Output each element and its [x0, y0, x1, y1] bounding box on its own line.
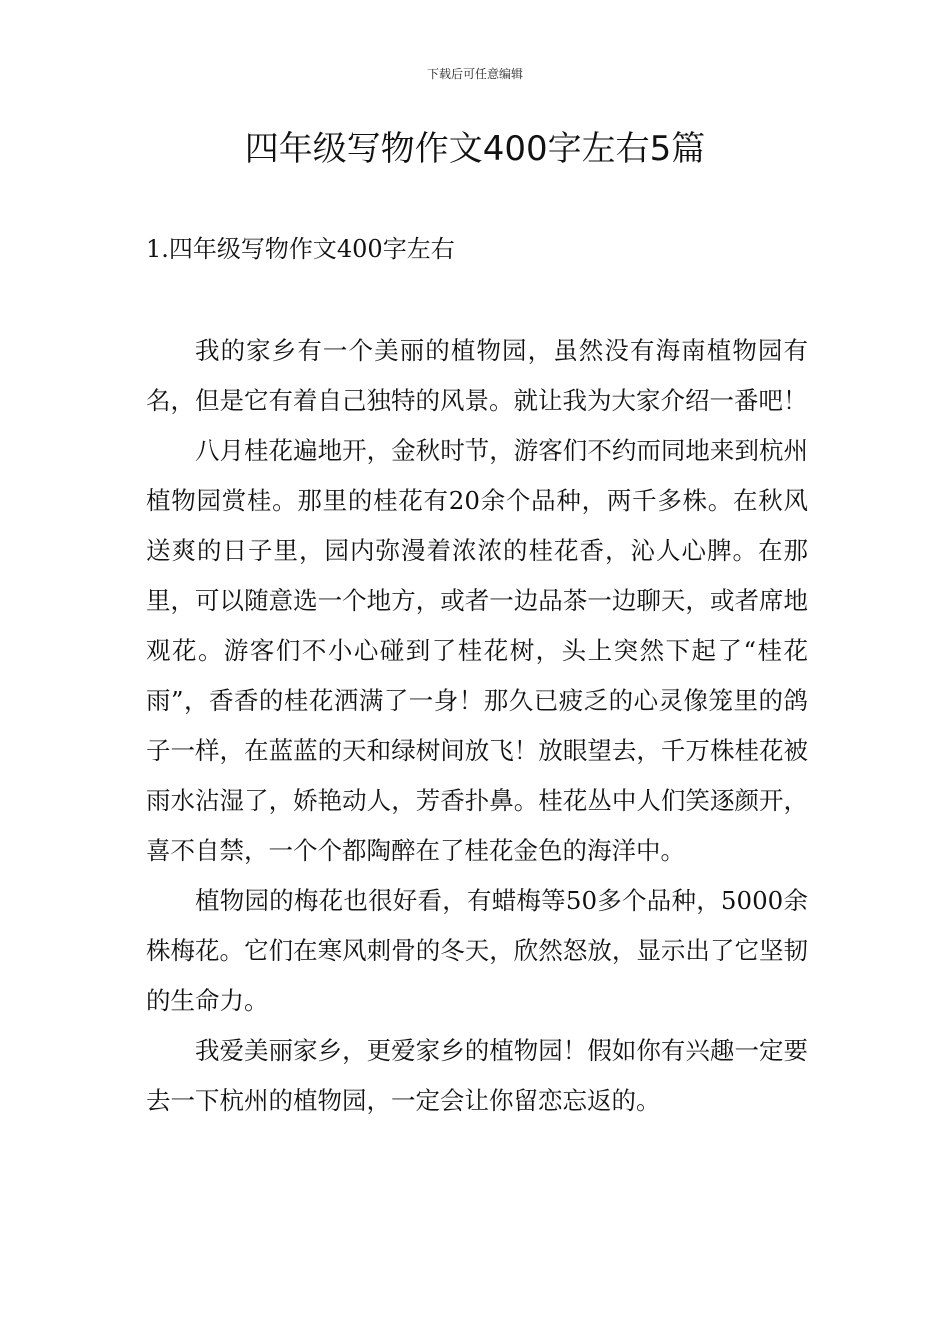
essay-body: [146, 326, 808, 1126]
paragraph: 八月桂花遍地开，金秋时节，游客们不约而同地来到杭州植物园赏桂。那里的桂花有20余个品种，两千多株。在秋风送爽的日子里，园内弥漫着浓浓的桂花香，沁人心脾。在那里，可以随意选一个地方，或者一边品茶一边聊天，或者席地观花。游客们不小心碰到了桂花树，头上突然下起了“桂花雨”，香香的桂花洒满了一身！那久已疲乏的心灵像笼里的鸽子一样，在蓝蓝的天和绿树间放飞！放眼望去，千万株桂花被雨水沾湿了，娇艳动人，芳香扑鼻。桂花丛中人们笑逐颜开，喜不自禁，一个个都陶醉在了桂花金色的海洋中。: [146, 436, 808, 865]
header-note: 下载后可任意编辑: [426, 67, 523, 81]
document-title: 四年级写物作文400字左右5篇: [244, 129, 706, 169]
section-heading: 1.四年级写物作文400字左右: [146, 235, 455, 263]
paragraph: 我的家乡有一个美丽的植物园，虽然没有海南植物园有名，但是它有着自己独特的风景。就让我为大家介绍一番吧！: [146, 336, 808, 415]
paragraph: 植物园的梅花也很好看，有蜡梅等50多个品种，5000余株梅花。它们在寒风刺骨的冬天，欣然怒放，显示出了它坚韧的生命力。: [146, 886, 808, 1015]
paragraph: 我爱美丽家乡，更爱家乡的植物园！假如你有兴趣一定要去一下杭州的植物园，一定会让你留恋忘返的。: [146, 1036, 808, 1115]
